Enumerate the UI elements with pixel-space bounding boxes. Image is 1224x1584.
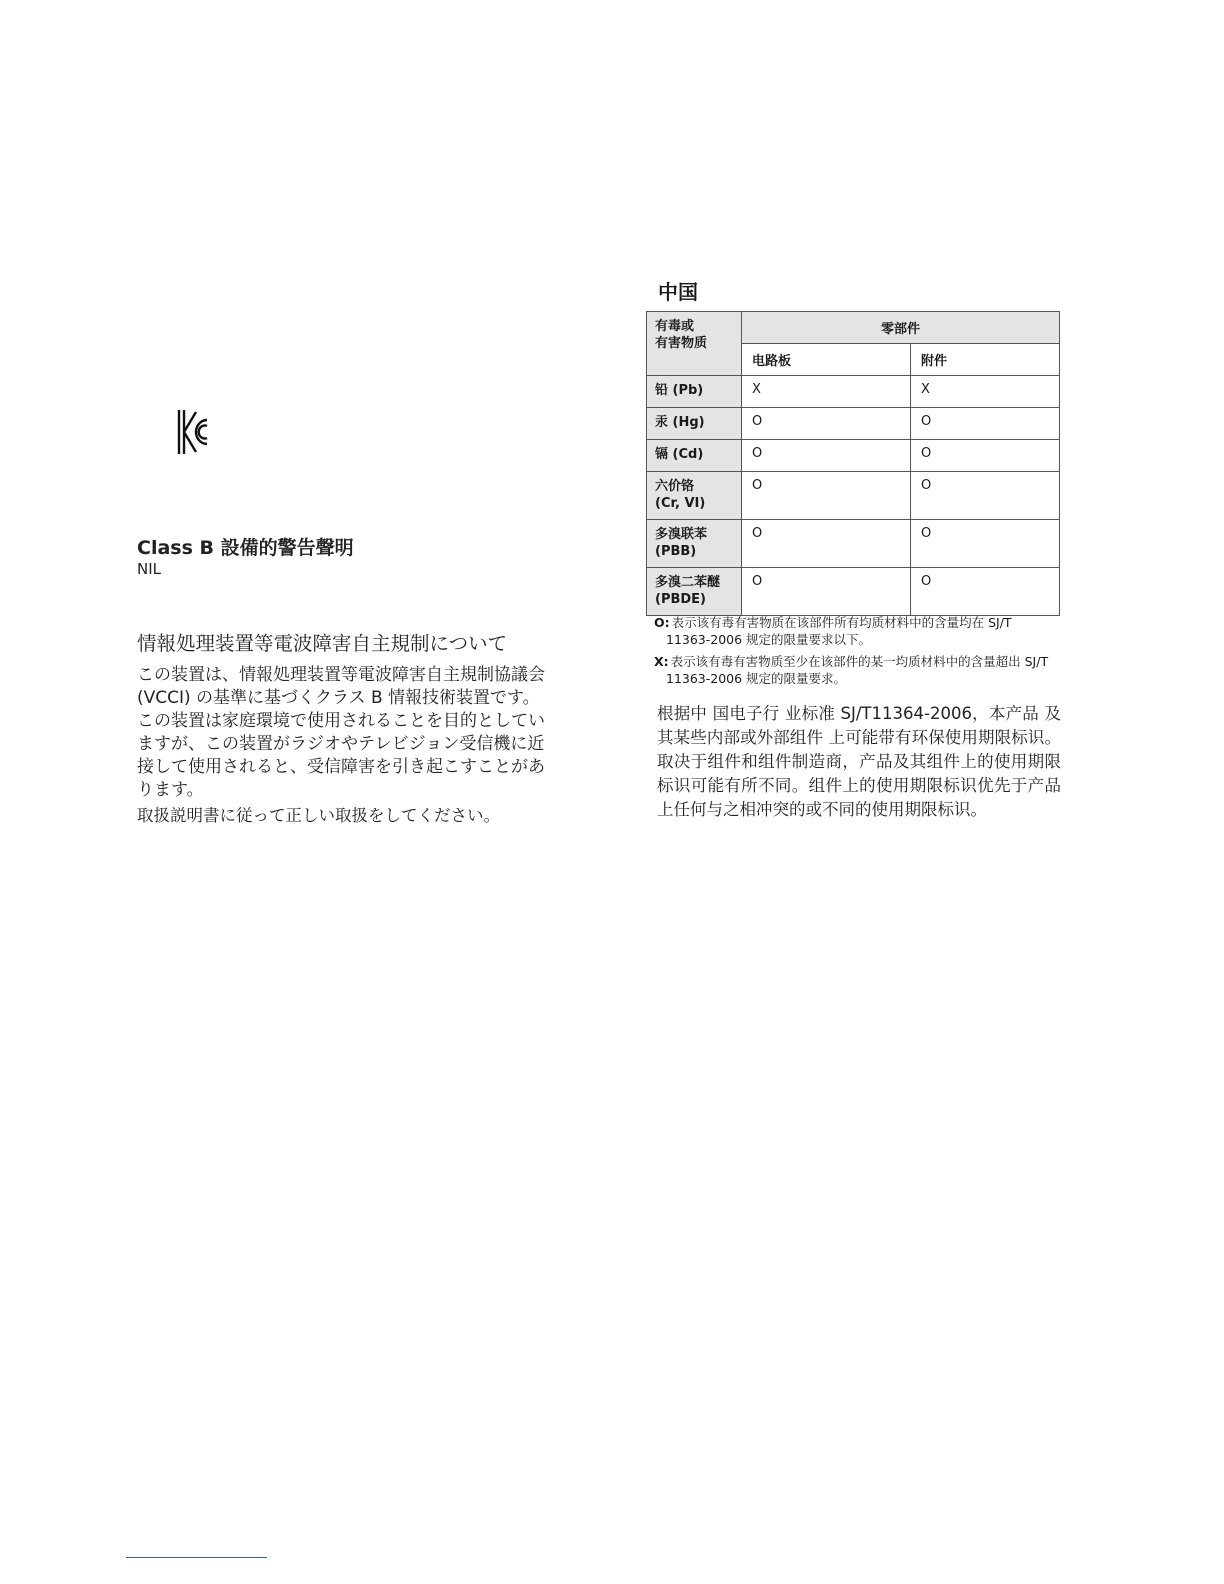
- class-b-warning-value: NIL: [137, 560, 162, 578]
- china-heading: 中国: [658, 280, 698, 304]
- table-row: [647, 408, 1060, 440]
- substance-cell: 镉 (Cd): [647, 440, 742, 472]
- substance-cell: 多溴二苯醚 (PBDE): [647, 568, 742, 616]
- table-row: [647, 520, 1060, 568]
- accessory-cell: O: [911, 568, 1060, 616]
- substance-cell: 六价铬 (Cr, VI): [647, 472, 742, 520]
- kc-certification-mark-icon: [176, 408, 210, 456]
- accessory-cell: O: [911, 408, 1060, 440]
- substance-cell: 汞 (Hg): [647, 408, 742, 440]
- legend-x: [654, 653, 1056, 687]
- legend-x-key: X:: [654, 654, 669, 669]
- substance-cell: 多溴联苯 (PBB): [647, 520, 742, 568]
- circuit-board-cell: O: [742, 568, 911, 616]
- circuit-board-cell: X: [742, 376, 911, 408]
- accessory-cell: X: [911, 376, 1060, 408]
- circuit-board-cell: O: [742, 440, 911, 472]
- substance-header: 有毒或 有害物质: [647, 312, 742, 376]
- china-eco-label-body: 根据中 国电子行 业标准 SJ/T11364-2006，本产品 及其某些内部或外部组件 上可能带有环保使用期限标识。取决于组件和组件制造商，产品及其组件上的使用期限标识可能有所不同。组件上的使用期限标识优先于产品上任何与之相冲突的或不同的使用期限标识。: [657, 704, 1061, 819]
- vcci-note: 取扱説明書に従って正しい取扱をしてください。: [137, 806, 500, 825]
- substance-cell: 铅 (Pb): [647, 376, 742, 408]
- column-header-accessories: 附件: [911, 344, 1060, 376]
- legend-o-text: 表示该有毒有害物质在该部件所有均质材料中的含量均在 SJ/T 11363-2006 规定的限量要求以下。: [666, 615, 1012, 647]
- accessory-cell: O: [911, 472, 1060, 520]
- footer-rule: [126, 1557, 267, 1558]
- legend-o-key: O:: [654, 615, 670, 630]
- vcci-title: 情報処理装置等電波障害自主規制について: [137, 632, 508, 655]
- circuit-board-cell: O: [742, 408, 911, 440]
- parts-header: 零部件: [742, 312, 1060, 344]
- hazardous-substances-table: [646, 311, 1060, 616]
- legend-o: [654, 614, 1056, 648]
- table-row: [647, 376, 1060, 408]
- vcci-body: この装置は、情報処理装置等電波障害自主規制協議会 (VCCI) の基準に基づくクラス B 情報技術装置です。この装置は家庭環境で使用されることを目的としていますが、この装置がラジオやテレビジョン受信機に近接して使用されると、受信障害を引き起こすことがあります。: [137, 665, 545, 800]
- legend-x-text: 表示该有毒有害物质至少在该部件的某一均质材料中的含量超出 SJ/T 11363-2006 规定的限量要求。: [666, 654, 1049, 686]
- circuit-board-cell: O: [742, 520, 911, 568]
- class-b-warning-title: Class B 設備的警告聲明: [137, 537, 354, 559]
- accessory-cell: O: [911, 440, 1060, 472]
- table-row: [647, 472, 1060, 520]
- column-header-circuit-board: 电路板: [742, 344, 911, 376]
- accessory-cell: O: [911, 520, 1060, 568]
- table-row: [647, 568, 1060, 616]
- circuit-board-cell: O: [742, 472, 911, 520]
- table-row: [647, 440, 1060, 472]
